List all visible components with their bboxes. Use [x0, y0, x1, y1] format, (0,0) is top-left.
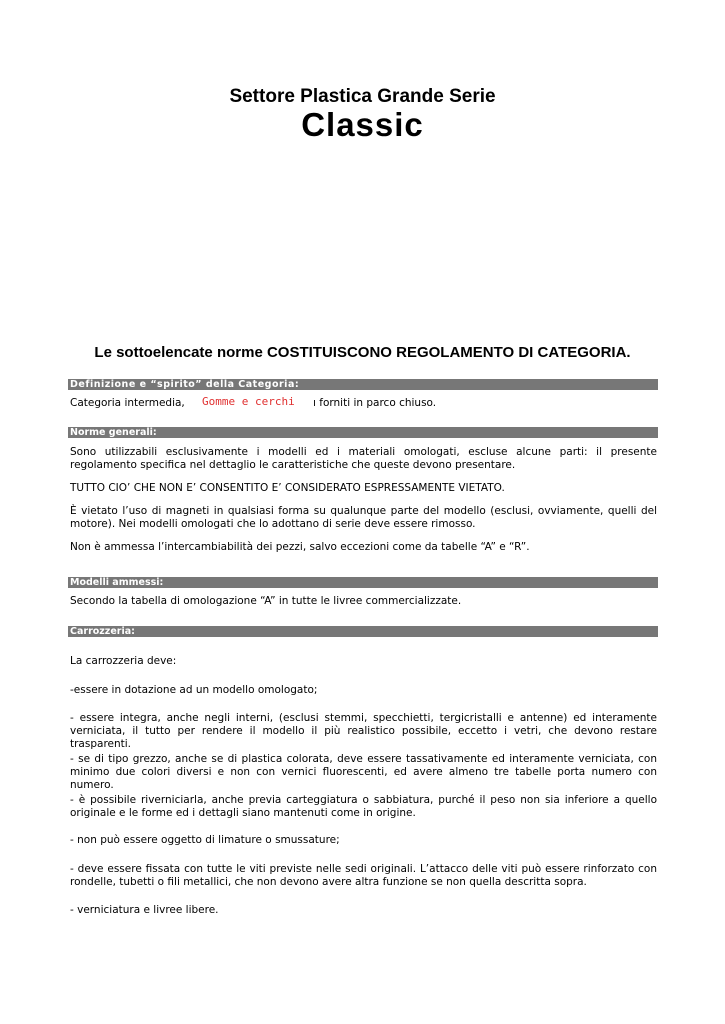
norme-paragraph: Sono utilizzabili esclusivamente i modelli ed i materiali omologati, escluse alcune parti: il presente regolamento specifica nel dettaglio le caratteristiche che queste devono presentare. [70, 446, 657, 471]
section-heading-modelli: Modelli ammessi: [68, 577, 658, 588]
carrozzeria-paragraph: - deve essere fissata con tutte le viti previste nelle sedi originali. L’attacco delle viti può essere rinforzato con rondelle, tubetti o fili metallici, che non devono avere altra funzione se non quella descritta sopra. [70, 863, 657, 888]
norme-paragraph: TUTTO CIO’ CHE NON E’ CONSENTITO E’ CONSIDERATO ESPRESSAMENTE VIETATO. [70, 482, 505, 494]
section-heading-definizione: Definizione e “spirito” della Categoria: [68, 379, 658, 390]
norme-paragraph: Non è ammessa l’intercambiabilità dei pezzi, salvo eccezioni come da tabelle “A” e “R”. [70, 541, 530, 553]
carrozzeria-paragraph: - è possibile riverniciarla, anche previa carteggiatura o sabbiatura, purché il peso non sia inferiore a quello originale e le forme ed i dettagli siano mantenuti come in origine. [70, 794, 657, 819]
carrozzeria-paragraph: - non può essere oggetto di limature o smussature; [70, 834, 340, 846]
regulation-notice: Le sottoelencate norme COSTITUISCONO REGOLAMENTO DI CATEGORIA. [94, 344, 631, 361]
carrozzeria-paragraph: - se di tipo grezzo, anche se di plastica colorata, deve essere tassativamente ed interamente verniciata, con minimo due colori diversi e non con vernici fluorescenti, ed avere almeno tre tabelle porta numero con numero. [70, 753, 657, 791]
definizione-line-end: ı forniti in parco chiuso. [313, 397, 437, 409]
carrozzeria-paragraph: La carrozzeria deve: [70, 655, 177, 667]
carrozzeria-paragraph: -essere in dotazione ad un modello omologato; [70, 684, 318, 696]
gomme-cerchi-overlay: Gomme e cerchi [194, 393, 304, 410]
carrozzeria-paragraph: - essere integra, anche negli interni, (esclusi stemmi, specchietti, tergicristalli e antenne) ed interamente verniciata, il tutto per rendere il modello il più realistico possibile, eccetto i vetri, che devono restare trasparenti. [70, 712, 657, 750]
section-heading-norme: Norme generali: [68, 427, 658, 438]
page-title: Classic [301, 106, 424, 143]
section-heading-carrozzeria: Carrozzeria: [68, 626, 658, 637]
page-subtitle: Settore Plastica Grande Serie [229, 86, 496, 107]
modelli-text: Secondo la tabella di omologazione “A” in tutte le livree commercializzate. [70, 595, 462, 607]
carrozzeria-paragraph: - verniciatura e livree libere. [70, 904, 219, 916]
norme-paragraph: È vietato l’uso di magneti in qualsiasi forma su qualunque parte del modello (esclusi, ovviamente, quelli del motore). Nei modelli omologati che lo adottano di serie deve essere rimosso. [70, 505, 657, 530]
definizione-line-start: Categoria intermedia, [70, 397, 185, 409]
